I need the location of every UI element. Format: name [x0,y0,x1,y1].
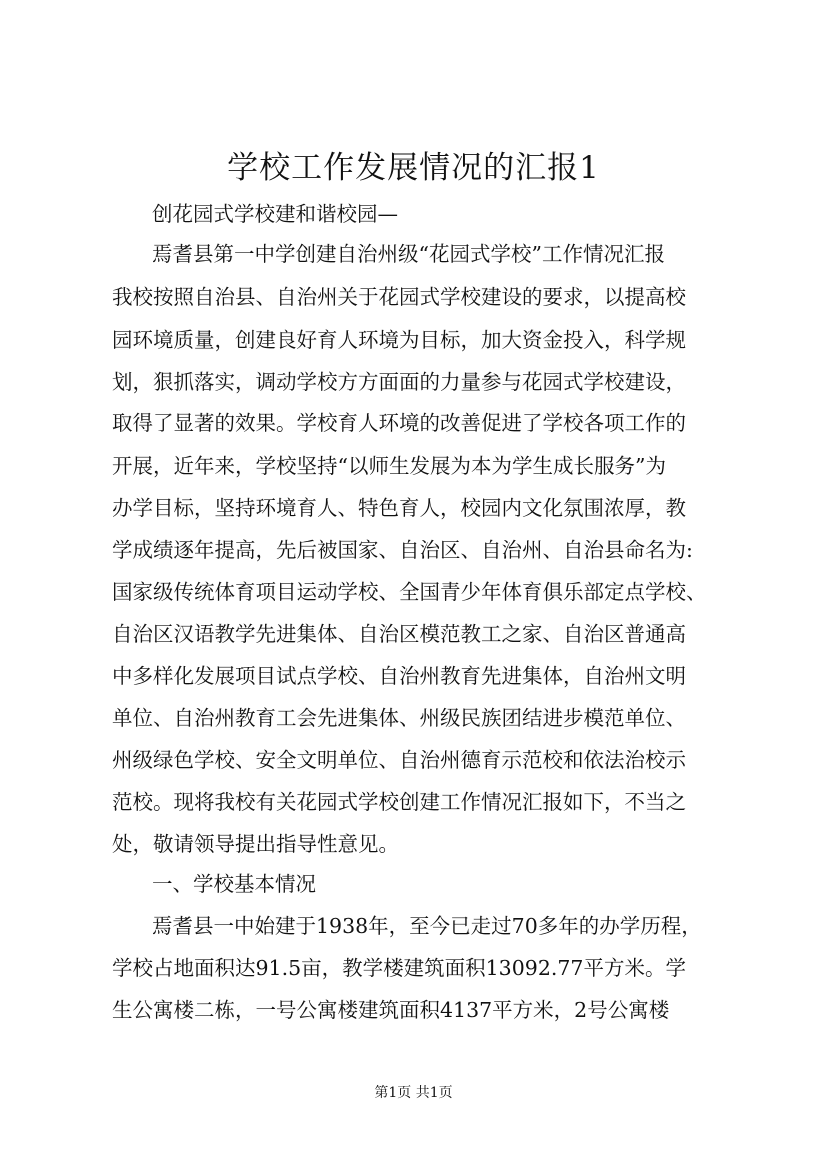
paragraph-line: 创花园式学校建和谐校园— [152,202,398,226]
paragraph-line: 学成绩逐年提高，先后被国家、自治区、自治州、自治县命名为: [112,538,693,562]
paragraph-line: 处，敬请领导提出指导性意见。 [112,832,399,856]
paragraph-line: 我校按照自治县、自治州关于花园式学校建设的要求，以提高校 [112,285,686,309]
paragraph-line: 国家级传统体育项目运动学校、全国青少年体育俱乐部定点学校、 [112,580,707,604]
paragraph-line: 开展，近年来，学校坚持“以师生发展为本为学生成长服务”为 [112,454,666,478]
paragraph-line: 自治区汉语教学先进集体、自治区模范教工之家、自治区普通高 [112,622,686,646]
paragraph-line: 单位、自治州教育工会先进集体、州级民族团结进步模范单位、 [112,706,686,730]
paragraph-line: 取得了显著的效果。学校育人环境的改善促进了学校各项工作的 [112,411,686,435]
paragraph-line: 园环境质量，创建良好育人环境为目标，加大资金投入，科学规 [112,328,686,352]
section-heading: 一、学校基本情况 [152,872,316,896]
document-title: 学校工作发展情况的汇报1 [227,150,600,186]
paragraph-line: 焉耆县第一中学创建自治州级“花园式学校”工作情况汇报 [152,242,665,266]
paragraph-line: 中多样化发展项目试点学校、自治州教育先进集体，自治州文明 [112,664,686,688]
paragraph-line: 范校。现将我校有关花园式学校创建工作情况汇报如下，不当之 [112,790,686,814]
paragraph-line: 办学目标，坚持环境育人、特色育人，校园内文化氛围浓厚，教 [112,496,686,520]
paragraph-line: 焉耆县一中始建于1938年，至今已走过70多年的办学历程， [152,914,702,938]
paragraph-line: 学校占地面积达91.5亩，教学楼建筑面积13092.77平方米。学 [112,956,686,980]
paragraph-line: 生公寓楼二栋，一号公寓楼建筑面积4137平方米，2号公寓楼 [112,998,670,1022]
page-footer: 第1页 共1页 [374,1085,453,1101]
paragraph-line: 州级绿色学校、安全文明单位、自治州德育示范校和依法治校示 [112,748,686,772]
paragraph-line: 划，狠抓落实，调动学校方方面面的力量参与花园式学校建设， [112,370,686,394]
